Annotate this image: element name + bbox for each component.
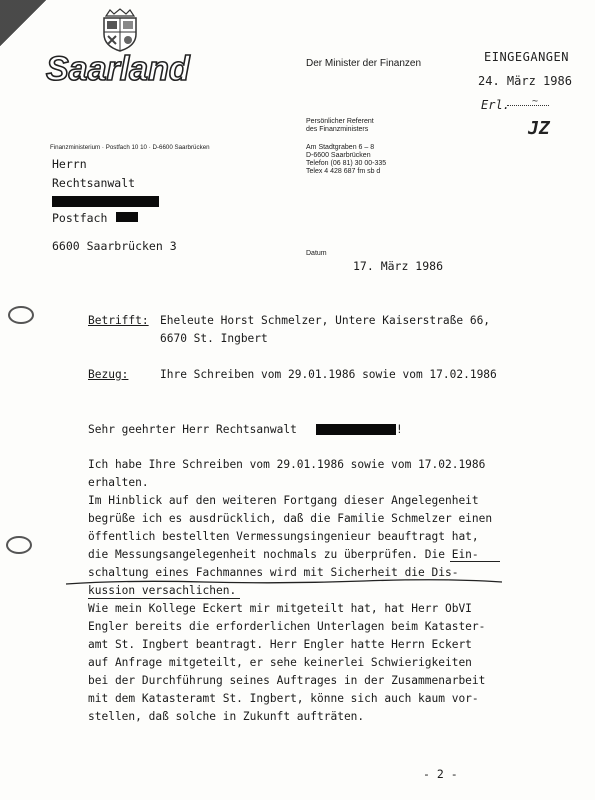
body-line: Im Hinblick auf den weiteren Fortgang dieser Angelegenheit (88, 494, 479, 507)
referent-line-1: Persönlicher Referent (306, 118, 374, 125)
handwritten-underline (64, 571, 504, 579)
body-line: Engler bereits die erforderlichen Unterlagen beim Kataster- (88, 620, 486, 633)
page-corner-mark (0, 0, 46, 46)
redaction-bar (316, 424, 396, 435)
body-line: bei der Durchführung seines Auftrages in der Zusammenarbeit (88, 674, 486, 687)
telex-line: Telex 4 428 687 fm sb d (306, 168, 381, 175)
recipient-line-1: Herrn (52, 157, 87, 171)
body-line: die Messungsangelegenheit nochmals zu überprüfen. Die Ein- (88, 548, 479, 561)
coat-of-arms-icon (100, 8, 140, 52)
address-line-2: D-6600 Saarbrücken (306, 152, 371, 159)
minister-title: Der Minister der Finanzen (306, 58, 422, 69)
salutation-end: ! (396, 423, 403, 436)
sender-line: Finanzministerium · Postfach 10 10 · D-6600 Saarbrücken (50, 144, 210, 151)
body-line: stellen, daß solche in Zukunft aufträten. (88, 710, 365, 723)
phone-line: Telefon (06 81) 30 00-335 (306, 160, 387, 167)
subject-label: Betrifft: (88, 314, 149, 327)
punch-hole (6, 536, 32, 554)
redaction-bar (116, 212, 138, 222)
body-line: öffentlich bestellten Vermessungsingenieur beauftragt hat, (88, 530, 479, 543)
subject-line-2: 6670 St. Ingbert (160, 332, 268, 345)
address-line-1: Am Stadtgraben 6 – 8 (306, 144, 375, 151)
referent-line-2: des Finanzministers (306, 126, 369, 133)
salutation: Sehr geehrter Herr Rechtsanwalt (88, 423, 297, 436)
reference-text: Ihre Schreiben vom 29.01.1986 sowie vom 17.02.1986 (160, 368, 497, 381)
referent-block (306, 118, 374, 134)
stamp-date: 24. März 1986 (478, 74, 572, 88)
reference-label: Bezug: (88, 368, 129, 381)
date-label: Datum (306, 250, 327, 257)
body-line: erhalten. (88, 476, 149, 489)
recipient-city: 6600 Saarbrücken 3 (52, 239, 177, 253)
recipient-line-2: Rechtsanwalt (52, 176, 136, 190)
body-line: amt St. Ingbert beantragt. Herr Engler hatte Herrn Eckert (88, 638, 472, 651)
body-line: kussion versachlichen. (88, 584, 237, 597)
subject-line-1: Eheleute Horst Schmelzer, Untere Kaiserstraße 66, (160, 314, 491, 327)
saarland-logo: Saarland (46, 50, 190, 88)
contact-block (306, 144, 386, 176)
handwritten-underline (88, 598, 240, 599)
stamp-erl-mark: ~ (532, 96, 539, 107)
stamp-erl-line (507, 105, 549, 106)
stamp-erl: Erl. (481, 98, 510, 112)
date-value: 17. März 1986 (353, 259, 444, 273)
stamp-initials: JZ (528, 118, 550, 139)
punch-hole (8, 306, 34, 324)
redaction-bar (52, 196, 159, 207)
body-line: Ich habe Ihre Schreiben vom 29.01.1986 sowie vom 17.02.1986 (88, 458, 486, 471)
stamp-label: EINGEGANGEN (484, 50, 569, 64)
body-line: Wie mein Kollege Eckert mir mitgeteilt hat, hat Herr ObVI (88, 602, 472, 615)
body-line: mit dem Katasteramt St. Ingbert, könne sich auch kaum vor- (88, 692, 479, 705)
handwritten-underline (450, 561, 500, 562)
body-line: schaltung eines Fachmannes wird mit Sicherheit die Dis- (88, 566, 459, 579)
page-continuation: - 2 - (423, 767, 458, 781)
body-line: auf Anfrage mitgeteilt, er sehe keinerlei Schwierigkeiten (88, 656, 472, 669)
body-line: begrüße ich es ausdrücklich, daß die Familie Schmelzer einen (88, 512, 493, 525)
recipient-postfach: Postfach (52, 211, 108, 225)
